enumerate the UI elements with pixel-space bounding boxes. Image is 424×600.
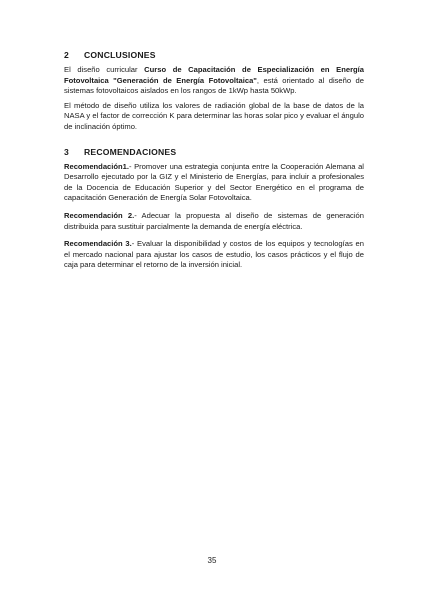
section-heading	[64, 147, 364, 157]
recommendation-text: - Adecuar la propuesta al diseño de sistemas de generación distribuida para sustituir parcialmente la demanda de energía eléctrica.	[64, 210, 364, 231]
section-number: 3	[64, 146, 69, 157]
recommendation-text: - Promover una estrategia conjunta entre la Cooperación Alemana al Desarrollo ejecutado por la GIZ y el Ministerio de Energías, para incluir a profesionales de la Docencia de Educación Superior y del Sector Energético en el programa de capacitación Generación de Energía Solar Fotovoltaica.	[64, 161, 364, 203]
conclusion-text-c: , está orientado al diseño de sistemas fotovoltaicos aislados en los rangos de 1kWp hasta 50kWp.	[64, 75, 364, 96]
section-title: CONCLUSIONES	[84, 50, 156, 60]
document-page	[64, 50, 364, 285]
recommendation-label: Recomendación 3.	[64, 239, 132, 249]
course-title: Curso de Capacitación de Especialización en Energía Fotovoltaica "Generación de Energía Fotovoltaica"	[64, 65, 364, 85]
section-recomendaciones	[64, 147, 364, 271]
section-title: RECOMENDACIONES	[84, 146, 177, 157]
conclusion-paragraph-1	[64, 65, 364, 97]
conclusion-paragraph-2: El método de diseño utiliza los valores de radiación global de la base de datos de la NASA y el factor de corrección K para determinar las horas solar pico y evaluar el ángulo de inclinación óptimo.	[64, 100, 364, 131]
recommendation-2	[64, 211, 364, 232]
recommendation-label: Recomendación 2.	[64, 210, 135, 220]
conclusion-text-a: El diseño curricular	[64, 65, 145, 74]
recommendation-text: - Evaluar la disponibilidad y costos de los equipos y tecnologías en el mercado nacional para ajustar los casos de estudio, los casos prácticos y el flujo de caja para determinar el retorno de la inversión inicial.	[64, 239, 364, 270]
page-number: 35	[207, 556, 217, 565]
section-conclusiones	[64, 50, 364, 133]
recommendation-3	[64, 239, 364, 271]
recommendation-1	[64, 162, 364, 204]
section-number: 2	[64, 50, 69, 60]
section-heading	[64, 50, 364, 60]
recommendation-label: Recomendación1.	[64, 161, 129, 171]
